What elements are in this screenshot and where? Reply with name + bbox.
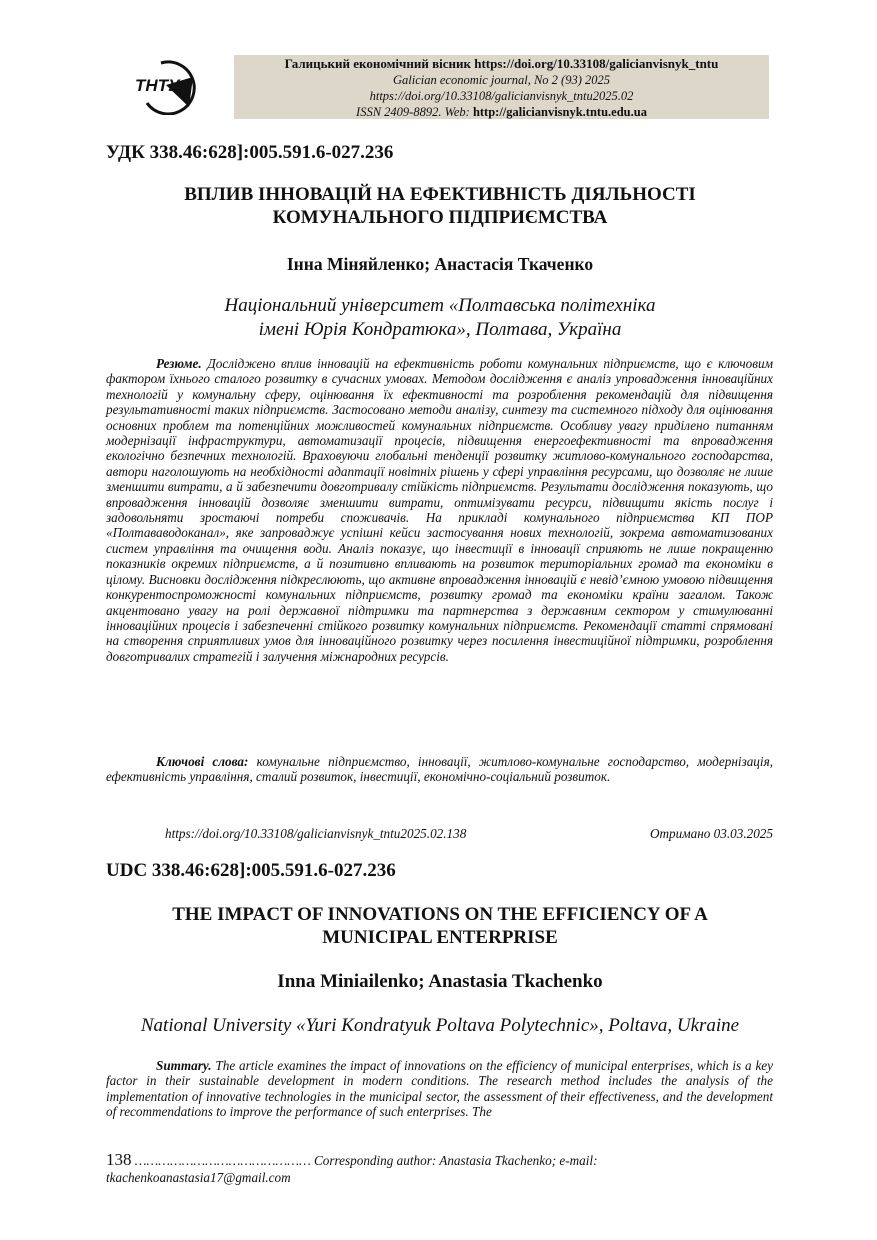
logo-text: ТНТУ <box>135 76 180 95</box>
ua-keywords <box>106 754 773 785</box>
ua-affiliation <box>100 294 780 342</box>
ua-authors: Інна Міняйленко; Анастасія Ткаченко <box>286 254 594 274</box>
ua-abstract <box>106 356 773 664</box>
header-issue-doi: https://doi.org/10.33108/galicianvisnyk_tntu2025.02 <box>369 89 634 103</box>
journal-logo <box>133 55 211 115</box>
en-title-line1: THE IMPACT OF INNOVATIONS ON THE EFFICIENCY OF A <box>172 904 708 925</box>
ua-meta-row <box>165 826 773 842</box>
ua-title-line2: КОМУНАЛЬНОГО ПІДПРИЄМСТВА <box>272 207 608 228</box>
corresponding-author-note: Corresponding author: Anastasia Tkachenko; e-mail: tkachenkoanastasia17@gmail.com <box>106 1153 598 1185</box>
page-number: 138 <box>106 1150 132 1169</box>
ua-title-line1: ВПЛИВ ІННОВАЦІЙ НА ЕФЕКТИВНІСТЬ ДІЯЛЬНОСТІ <box>184 184 696 205</box>
footer-dots: ……………………………………… <box>134 1153 311 1168</box>
en-authors: Inna Miniailenko; Anastasia Tkachenko <box>277 971 603 992</box>
header-issn-label: ISSN 2409-8892. Web: <box>356 105 470 119</box>
header-journal-name: Галицький економічний вісник https://doi.org/10.33108/galicianvisnyk_tntu <box>284 56 719 71</box>
en-udc: UDC 338.46:628]:005.591.6-027.236 <box>106 860 396 881</box>
en-summary <box>106 1058 773 1120</box>
ua-keywords-lead: Ключові слова: <box>156 754 249 769</box>
ua-abstract-lead: Резюме. <box>156 356 202 371</box>
header-issue: Galician economic journal, No 2 (93) 2025 <box>393 73 610 87</box>
ua-affil-line2: імені Юрія Кондратюка», Полтава, Україна <box>258 319 622 340</box>
en-title <box>100 903 780 949</box>
en-affiliation: National University «Yuri Kondratyuk Poltava Polytechnic», Poltava, Ukraine <box>140 1015 740 1036</box>
page-footer <box>106 1150 773 1186</box>
header-issn <box>234 104 769 120</box>
article-doi-link[interactable]: https://doi.org/10.33108/galicianvisnyk_tntu2025.02.138 <box>165 826 467 841</box>
en-summary-lead: Summary. <box>156 1058 212 1073</box>
journal-header <box>234 55 769 119</box>
ua-title <box>100 183 780 229</box>
ua-udc: УДК 338.46:628]:005.591.6-027.236 <box>106 142 394 163</box>
header-web-link[interactable]: http://galicianvisnyk.tntu.edu.ua <box>472 105 647 119</box>
en-summary-text: The article examines the impact of innovations on the efficiency of municipal enterprises, which is a key factor in their sustainable development in modern conditions. The research method includes the analysis of the implementation of innovative technologies in the municipal sector, the assessment of their effectiveness, and the development of recommendations to improve the performance of such enterprises. The <box>106 1058 773 1120</box>
received-date: Отримано 03.03.2025 <box>649 826 773 841</box>
ua-abstract-text: Досліджено вплив інновацій на ефективність роботи комунальних підприємств, що є ключовим фактором їхнього сталого розвитку в сучасних умовах. Методом дослідження є аналіз упровадження інноваційних технологій у комунальну сферу, оцінювання їх ефективності та розроблення рекомендацій для підвищення результативності таких підприємств. Застосовано методи аналізу, синтезу та системного підходу для оцінювання основних проблем та потенційних можливостей комунальних підприємств. Особливу увагу приділено питанням модернізації інфраструктури, автоматизації процесів, підвищення енергоефективності та впровадження екологічно безпечних технологій. Враховуючи глобальні тенденції розвитку житлово-комунального господарства, автори наголошують на необхідності адаптації новітніх рішень у сфері управління ресурсами, що дозволяє не лише зменшити витрати, а й забезпечити довготривалу стійкість підприємств. Результати дослідження показують, що впровадження інновацій дозволяє зменшити витрати, оптимізувати ресурси, підвищити якість послуг і задовольняти зростаючі потреби споживачів. На прикладі комунального підприємства КП ПОР «Полтававодоканал», яке запроваджує успішні кейси застосування нових технологій, зокрема автоматизованих систем управління та очищення води. Аналіз показує, що інвестиції в інновації сприяють не лише покращенню показників окремих підприємств, а й позитивно впливають на розвиток територіальних громад та економіки в цілому. Висновки дослідження підкреслюють, що активне впровадження інновацій є невід’ємною умовою підвищення конкурентоспроможності комунальних підприємств, розвитку громад та економіки країни загалом. Також акцентовано увагу на ролі державної підтримки та партнерства з державним сектором у стимулюванні інноваційних процесів і забезпеченні стійкого розвитку комунальних підприємств. Рекомендації статті спрямовані на створення сприятливих умов для інноваційного розвитку через посилення інвестиційної підтримки, розроблення довготривалих стратегій і залучення міжнародних ресурсів. <box>106 356 774 664</box>
en-title-line2: MUNICIPAL ENTERPRISE <box>322 927 558 948</box>
ua-keywords-text: комунальне підприємство, інновації, житлово-комунальне господарство, модернізація, ефективність управління, сталий розвиток, інвестиції, економічно-соціальний розвиток. <box>106 754 773 785</box>
ua-affil-line1: Національний університет «Полтавська політехніка <box>224 295 656 316</box>
